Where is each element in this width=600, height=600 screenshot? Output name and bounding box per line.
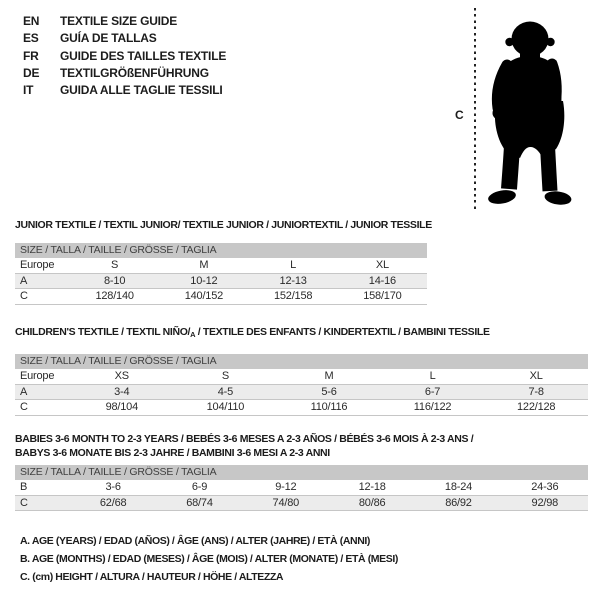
size-header-bar: SIZE / TALLA / TAILLE / GRÖSSE / TAGLIA <box>15 243 427 258</box>
size-cell: 24-36 <box>531 481 559 493</box>
size-cell: 6-7 <box>424 385 441 398</box>
language-code: IT <box>23 83 34 98</box>
size-cell: S <box>111 259 119 271</box>
language-title: GUIDA ALLE TAGLIE TESSILI <box>60 83 223 98</box>
babies-textile-section <box>15 433 588 511</box>
language-row <box>23 65 226 82</box>
language-heading-block <box>23 13 226 99</box>
junior-table-title: JUNIOR TEXTILE / TEXTIL JUNIOR/ TEXTILE JUNIOR / JUNIORTEXTIL / JUNIOR TESSILE <box>15 219 432 231</box>
size-cell: 12-13 <box>279 274 307 287</box>
size-cell: 10-12 <box>190 274 218 287</box>
junior-textile-section <box>15 219 588 305</box>
title-part: / TEXTILE DES ENFANTS / KINDERTEXTIL / BAMBINI TESSILE <box>195 326 490 338</box>
size-cell: 158/170 <box>363 290 402 302</box>
size-cell: XL <box>375 259 389 271</box>
language-title: TEXTILGRÖßENFÜHRUNG <box>60 65 209 80</box>
language-title: GUÍA DE TALLAS <box>60 31 157 46</box>
size-cell: 7-8 <box>528 385 544 398</box>
size-cell: L <box>290 259 297 271</box>
size-cell: 128/140 <box>95 290 134 302</box>
size-cell: 8-10 <box>104 274 126 287</box>
language-code: ES <box>23 31 39 46</box>
size-cell: XL <box>529 370 543 382</box>
size-cell: 18-24 <box>444 481 473 493</box>
size-cell: L <box>429 370 436 382</box>
language-code: DE <box>23 65 40 80</box>
table-row <box>15 496 588 512</box>
height-measure-label: C <box>455 108 464 122</box>
footnote-b: B. AGE (MONTHS) / EDAD (MESES) / ÂGE (MOIS) / ALTER (MONATE) / ETÀ (MESI) <box>20 553 398 565</box>
row-label: A <box>20 385 28 398</box>
size-cell: 12-18 <box>358 481 386 493</box>
size-cell: 122/128 <box>516 401 556 413</box>
footnotes-block <box>20 535 398 589</box>
size-cell: 4-5 <box>217 385 234 398</box>
row-label: Europe <box>20 259 55 271</box>
row-label: C <box>20 290 28 302</box>
size-cell: 86/92 <box>445 496 472 509</box>
language-row <box>23 30 226 47</box>
row-label: A <box>20 274 28 287</box>
size-cell: M <box>324 370 334 382</box>
language-title: GUIDE DES TAILLES TEXTILE <box>60 48 227 63</box>
language-row <box>23 48 226 65</box>
size-cell: 6-9 <box>191 481 208 493</box>
table-row <box>15 369 588 385</box>
size-cell: 140/152 <box>184 290 224 302</box>
babies-table-title <box>15 433 588 460</box>
language-title: TEXTILE SIZE GUIDE <box>60 14 178 28</box>
size-cell: 62/68 <box>99 496 127 509</box>
size-cell: 74/80 <box>272 496 300 509</box>
table-row <box>15 480 588 496</box>
size-header-bar: SIZE / TALLA / TAILLE / GRÖSSE / TAGLIA <box>15 354 588 369</box>
size-cell: 104/110 <box>206 401 245 413</box>
height-dashed-line <box>474 8 476 209</box>
size-cell: 5-6 <box>321 385 337 398</box>
table-row <box>15 400 588 416</box>
size-cell: 3-4 <box>114 385 130 398</box>
size-cell: 116/122 <box>413 401 452 413</box>
size-cell: 92/98 <box>531 496 559 509</box>
table-row <box>15 258 427 274</box>
size-cell: 3-6 <box>105 481 121 493</box>
row-label: B <box>20 481 28 493</box>
children-textile-section <box>15 326 588 416</box>
size-header-bar: SIZE / TALLA / TAILLE / GRÖSSE / TAGLIA <box>15 465 588 480</box>
language-code: EN <box>23 14 40 28</box>
size-cell: 98/104 <box>105 401 139 413</box>
title-subscript: A <box>190 330 196 339</box>
table-row <box>15 289 427 305</box>
footnote-a: A. AGE (YEARS) / EDAD (AÑOS) / ÂGE (ANS) / ALTER (JAHRE) / ETÀ (ANNI) <box>20 535 371 547</box>
size-cell: 14-16 <box>368 274 396 287</box>
row-label: C <box>20 496 28 509</box>
table-row <box>15 274 427 290</box>
size-cell: M <box>199 259 209 271</box>
babies-title-line1: BABIES 3-6 MONTH TO 2-3 YEARS / BEBÉS 3-6 MESES A 2-3 AÑOS / BÉBÉS 3-6 MOIS À 2-3 ANS / <box>15 433 474 445</box>
size-cell: S <box>221 370 229 382</box>
title-part: CHILDREN'S TEXTILE / TEXTIL NIÑO/ <box>15 326 191 338</box>
size-cell: 9-12 <box>275 481 297 493</box>
size-cell: 80/86 <box>358 496 386 509</box>
language-code: FR <box>23 48 39 63</box>
row-label: C <box>20 401 28 413</box>
language-row <box>23 13 226 30</box>
children-table-title <box>15 326 588 341</box>
size-cell: 152/158 <box>273 290 313 302</box>
babies-title-line2: BABYS 3-6 MONATE BIS 2-3 JAHRE / BAMBINI 3-6 MESI A 2-3 ANNI <box>15 446 330 459</box>
size-cell: 68/74 <box>186 496 213 509</box>
baby-silhouette <box>483 9 575 207</box>
size-cell: 110/116 <box>310 401 348 413</box>
size-cell: XS <box>114 370 129 382</box>
language-row <box>23 82 226 99</box>
table-row <box>15 385 588 401</box>
footnote-c: C. (cm) HEIGHT / ALTURA / HAUTEUR / HÖHE / ALTEZZA <box>20 571 284 583</box>
row-label: Europe <box>20 370 55 382</box>
